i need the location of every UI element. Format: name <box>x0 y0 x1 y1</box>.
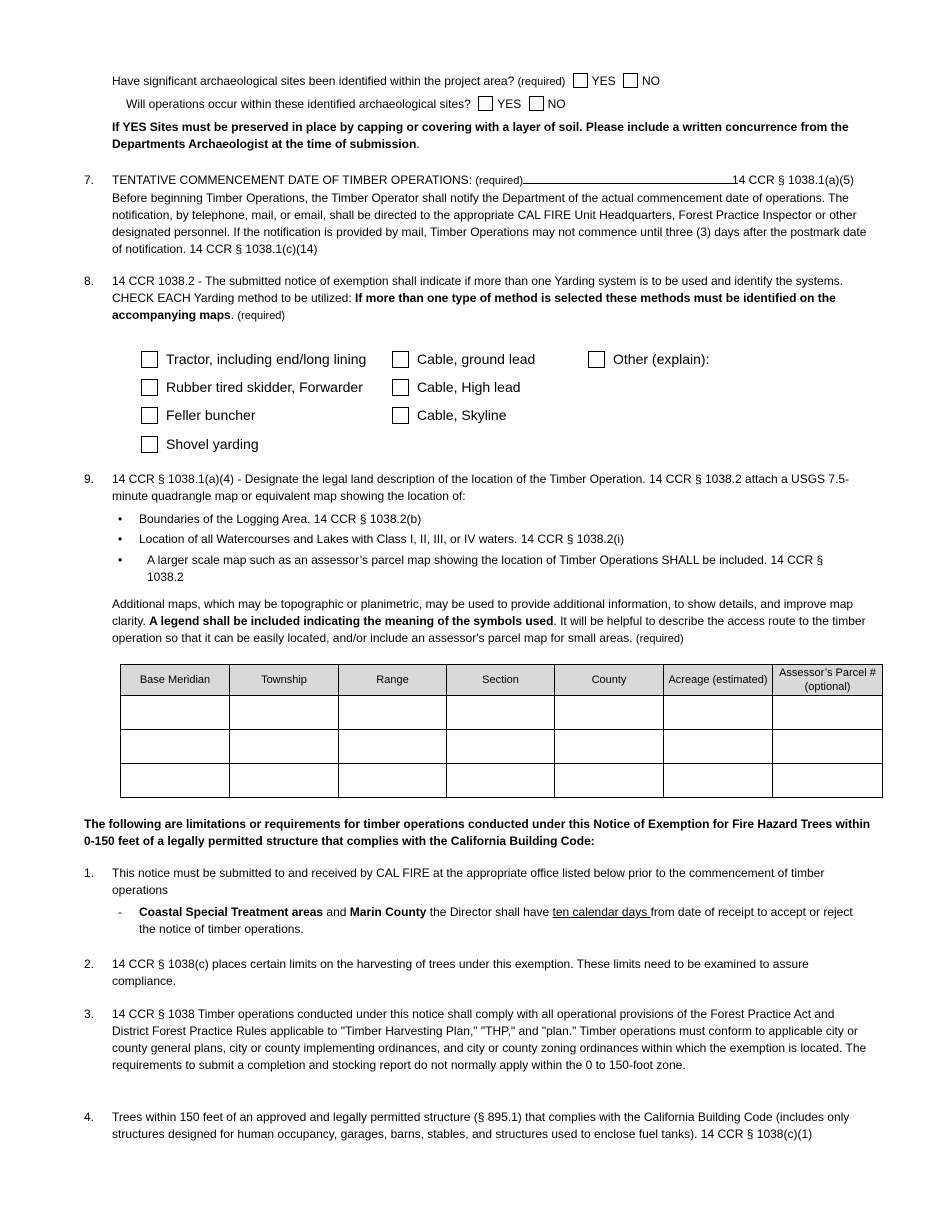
yarding-tractor[interactable]: Tractor, including end/long lining <box>141 351 366 368</box>
table-cell[interactable] <box>339 730 447 764</box>
yarding-shovel[interactable]: Shovel yarding <box>141 436 259 453</box>
yarding-instructions: CHECK EACH Yarding method to be utilized: If more than one type of method is selected these methods must be identified on the accompanying maps. (required) <box>112 291 836 322</box>
table-header-row <box>121 665 883 696</box>
map-bullet-2: Location of all Watercourses and Lakes with Class I, II, III, or IV waters. 14 CCR § 1038.2(i) <box>139 532 625 546</box>
yarding-rubber-checkbox[interactable] <box>141 379 158 396</box>
limit-1: This notice must be submitted to and received by CAL FIRE at the appropriate office listed below prior to the commencement of timber operations <box>112 866 825 897</box>
limit-1-number: 1. <box>84 866 95 880</box>
limit-2: 14 CCR § 1038(c) places certain limits on the harvesting of trees under this exemption. These limits need to be examined to assure compliance. <box>112 957 809 988</box>
arch-q2-yes-checkbox[interactable] <box>478 96 493 111</box>
yarding-rubber-skidder[interactable]: Rubber tired skidder, Forwarder <box>141 379 363 396</box>
commencement-date-field[interactable] <box>523 172 737 184</box>
arch-q2-no-checkbox[interactable] <box>529 96 544 111</box>
item-7-body: Before beginning Timber Operations, the Timber Operator shall notify the Department of the actual commencement date of operations. The notification, by telephone, mail, or email, shall be directed to the appropriate CAL FIRE Unit Headquarters, Forest Practice Inspector or other designated personnel. If the notification is provided by mail, Timber Operations may not commence until three (3) days after the postmark date of notification. 14 CCR § 1038.1(c)(14) <box>112 191 867 256</box>
commencement-date-row: TENTATIVE COMMENCEMENT DATE OF TIMBER OPERATIONS: (required) 14 CCR § 1038.1(a)(5) <box>112 173 855 187</box>
table-cell[interactable] <box>121 730 230 764</box>
limitations-heading: The following are limitations or requirements for timber operations conducted under this Notice of Exemption for Fire Hazard Trees within 0-150 feet of a legally permitted structure that complies with the California Building Code: <box>84 817 871 848</box>
table-cell[interactable] <box>447 764 555 798</box>
table-row <box>121 730 883 764</box>
yarding-other-checkbox[interactable] <box>588 351 605 368</box>
bullet-icon: • <box>118 553 123 567</box>
limit-4-number: 4. <box>84 1110 95 1124</box>
yarding-feller-buncher[interactable]: Feller buncher <box>141 407 256 424</box>
table-cell[interactable] <box>230 730 339 764</box>
table-cell[interactable] <box>773 764 883 798</box>
yarding-tractor-checkbox[interactable] <box>141 351 158 368</box>
arch-question-1: Have significant archaeological sites been identified within the project area? (required) YES NO <box>112 74 660 88</box>
arch-question-2: Will operations occur within these identified archaeological sites? YES NO <box>126 97 566 111</box>
bullet-icon: • <box>118 512 123 526</box>
table-cell[interactable] <box>230 696 339 730</box>
table-cell[interactable] <box>339 764 447 798</box>
item-9-number: 9. <box>84 472 95 486</box>
limit-3-number: 3. <box>84 1007 95 1021</box>
col-acreage: Acreage (estimated) <box>664 665 773 696</box>
table-cell[interactable] <box>664 696 773 730</box>
col-range: Range <box>339 665 447 696</box>
table-cell[interactable] <box>773 696 883 730</box>
table-cell[interactable] <box>121 764 230 798</box>
yarding-skyline-checkbox[interactable] <box>392 407 409 424</box>
item-9-body: 14 CCR § 1038.1(a)(4) - Designate the legal land description of the location of the Timber Operation. 14 CCR § 1038.2 attach a USGS 7.5-minute quadrangle map or equivalent map showing the location of: <box>112 472 850 503</box>
yarding-cable-high[interactable]: Cable, High lead <box>392 379 521 396</box>
table-cell[interactable] <box>664 730 773 764</box>
bullet-icon: • <box>118 532 123 546</box>
yarding-cable-skyline[interactable]: Cable, Skyline <box>392 407 507 424</box>
yarding-ground-checkbox[interactable] <box>392 351 409 368</box>
item-7-number: 7. <box>84 173 95 187</box>
map-bullet-1: Boundaries of the Logging Area. 14 CCR § 1038.2(b) <box>139 512 422 526</box>
col-parcel: Assessor’s Parcel # (optional) <box>773 665 883 696</box>
table-cell[interactable] <box>121 696 230 730</box>
yarding-high-checkbox[interactable] <box>392 379 409 396</box>
col-county: County <box>555 665 664 696</box>
item-8-number: 8. <box>84 274 95 288</box>
additional-maps-text: Additional maps, which may be topographic or planimetric, may be used to provide additional information, to show details, and improve map clarity. A legend shall be included indicating the meaning of the symbols used. It will be helpful to describe the access route to the timber operation so that it can be easily located, and/or include an assessor's parcel map for small areas. (required) <box>112 597 866 645</box>
yarding-other[interactable]: Other (explain): <box>588 351 709 368</box>
yarding-cable-ground[interactable]: Cable, ground lead <box>392 351 535 368</box>
item-8: 14 CCR 1038.2 - The submitted notice of exemption shall indicate if more than one Yarding system is to be used and identify the systems. CHECK EACH Yarding method to be utilized: If more than one type of method is selected these methods must be identified on the accompanying maps. (required) <box>112 273 872 325</box>
legal-description-table <box>120 664 883 798</box>
table-cell[interactable] <box>339 696 447 730</box>
arch-q1-no-checkbox[interactable] <box>623 73 638 88</box>
table-cell[interactable] <box>555 696 664 730</box>
table-cell[interactable] <box>555 730 664 764</box>
arch-q1-yes-checkbox[interactable] <box>573 73 588 88</box>
table-row <box>121 696 883 730</box>
limit-2-number: 2. <box>84 957 95 971</box>
table-cell[interactable] <box>230 764 339 798</box>
yarding-shovel-checkbox[interactable] <box>141 436 158 453</box>
yarding-feller-checkbox[interactable] <box>141 407 158 424</box>
table-cell[interactable] <box>555 764 664 798</box>
arch-note: If YES Sites must be preserved in place by capping or covering with a layer of soil. Please include a written concurrence from the Departments Archaeologist at the time of submission. <box>112 120 849 151</box>
item-7 <box>112 172 872 258</box>
dash-icon: - <box>118 905 122 919</box>
col-township: Township <box>230 665 339 696</box>
limit-4: Trees within 150 feet of an approved and legally permitted structure (§ 895.1) that complies with the California Building Code (includes only structures designed for human occupancy, garages, barns, stables, and structures used to enclose fuel tanks). 14 CCR § 1038(c)(1) <box>112 1110 850 1141</box>
map-bullet-3: A larger scale map such as an assessor’s parcel map showing the location of Timber Operations SHALL be included. 14 CCR § 1038.2 <box>147 553 824 584</box>
limit-1-sub: Coastal Special Treatment areas and Marin County the Director shall have ten calendar days from date of receipt to accept or reject the notice of timber operations. <box>139 905 853 936</box>
table-cell[interactable] <box>447 730 555 764</box>
col-section: Section <box>447 665 555 696</box>
limit-3: 14 CCR § 1038 Timber operations conducted under this notice shall comply with all operational provisions of the Forest Practice Act and District Forest Practice Rules applicable to "Timber Harvesting Plan," "THP," and "plan." Timber operations must conform to applicable city or county general plans, city or county implementing ordinances, and city or county zoning ordinances within which the exemption is located. The requirements to submit a completion and stocking report do not normally apply within the 0 to 150-foot zone. <box>112 1007 867 1072</box>
table-cell[interactable] <box>773 730 883 764</box>
table-row <box>121 764 883 798</box>
table-cell[interactable] <box>664 764 773 798</box>
col-base-meridian: Base Meridian <box>121 665 230 696</box>
table-cell[interactable] <box>447 696 555 730</box>
